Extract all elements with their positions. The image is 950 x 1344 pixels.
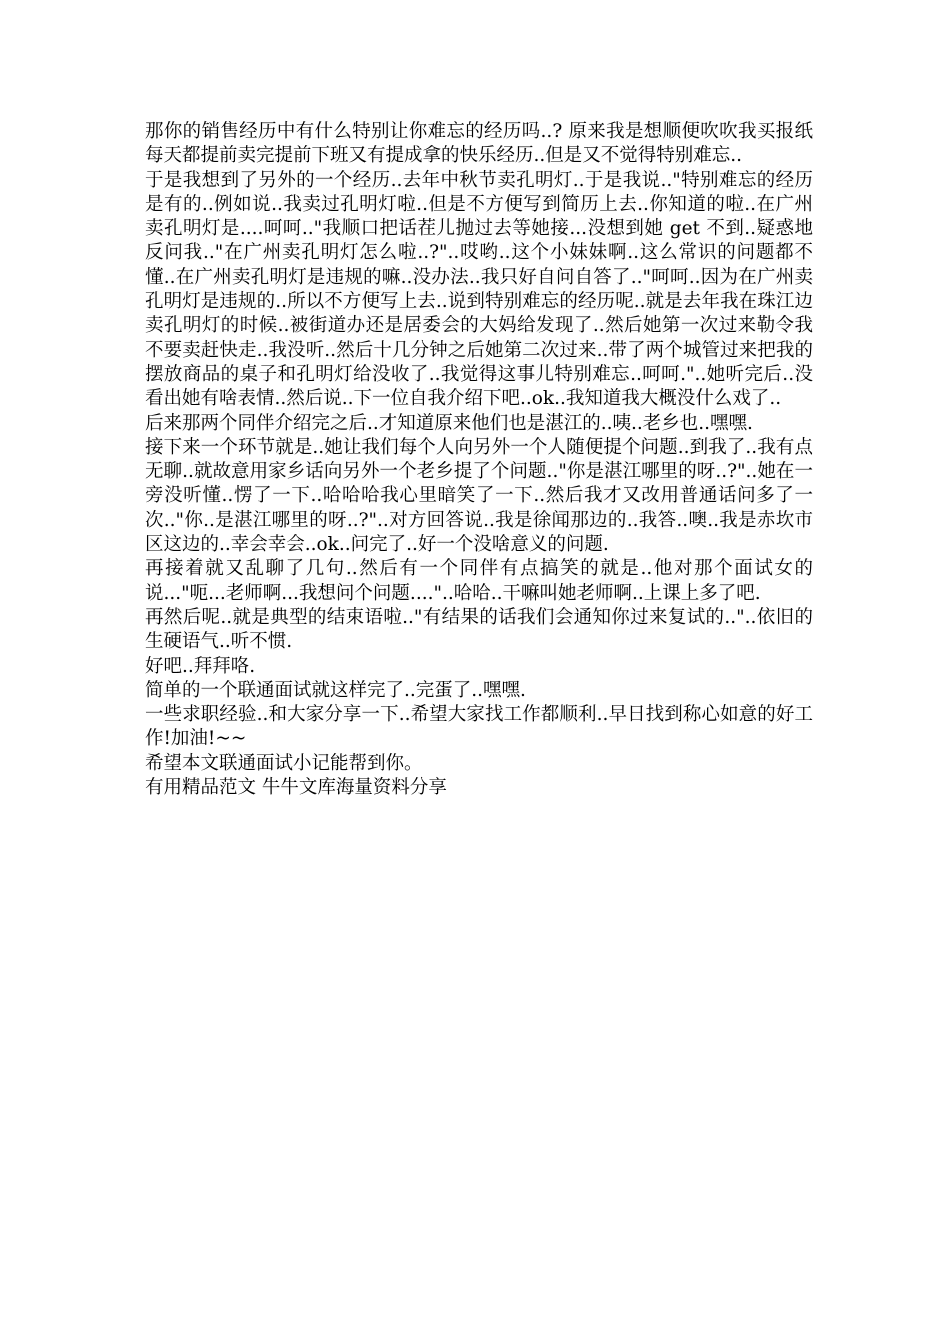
paragraph-hope-helpful: 希望本文联通面试小记能帮到你。 (145, 752, 423, 774)
paragraph-fellow-townsmen: 后来那两个同伴介绍完之后..才知道原来他们也是湛江的..咦..老乡也..嘿嘿. (145, 412, 753, 434)
paragraph-lantern-story: 于是我想到了另外的一个经历..去年中秋节卖孔明灯..于是我说.."特别难忘的经历是有的..例如说..我卖过孔明灯啦..但是不方便写到简历上去..你知道的啦..在广州卖孔明灯是....呵呵.."我顺口把话茬儿抛过去等她接...没想到她 get 不到..疑惑地反问我.."在广州卖孔明灯怎么啦..?"..哎哟..这个小妹妹啊..这么常识的问题都不懂..在广州卖孔明灯是违规的嘛..没办法..我只好自问自答了.."呵呵..因为在广州卖孔明灯是违规的..所以不方便写上去..说到特别难忘的经历呢..就是去年我在珠江边卖孔明灯的时候..被街道办还是居委会的大妈给发现了..然后她第一次过来勒令我不要卖赶快走..我没听..然后十几分钟之后她第二次过来..带了两个城管过来把我的摆放商品的桌子和孔明灯给没收了..我觉得这事儿特别难忘..呵呵."..她听完后..没看出她有啥表情..然后说..下一位自我介绍下吧..ok..我知道我大概没什么戏了.. (145, 169, 813, 410)
paragraph-closing-remarks: 再然后呢..就是典型的结束语啦.."有结果的话我们会通知你过来复试的.."..依旧的生硬语气..听不惯. (145, 606, 813, 653)
paragraph-goodbye: 好吧..拜拜咯. (145, 655, 256, 677)
paragraph-teacher-joke: 再接着就又乱聊了几句..然后有一个同伴有点搞笑的就是..他对那个面试女的说..."呃...老师啊...我想问个问题...."..哈哈..干嘛叫她老师啊..上课上多了吧. (145, 558, 813, 604)
paragraph-footer-note: 有用精品范文 牛牛文库海量资料分享 (145, 777, 447, 799)
paragraph-sales-question: 那你的销售经历中有什么特别让你难忘的经历吗..? 原来我是想顺便吹吹我买报纸每天都提前卖完提前下班又有提成拿的快乐经历..但是又不觉得特别难忘.. (145, 121, 813, 167)
paragraph-interview-over: 简单的一个联通面试就这样完了..完蛋了..嘿嘿. (145, 679, 526, 701)
paragraph-job-tips: 一些求职经验..和大家分享一下..希望大家找工作都顺利..早日找到称心如意的好工作!加油!~~ (145, 704, 813, 750)
paragraph-question-round: 接下来一个环节就是..她让我们每个人向另外一个人随便提个问题..到我了..我有点无聊..就故意用家乡话向另外一个老乡提了个问题.."你是湛江哪里的呀..?"..她在一旁没听懂..愣了一下..哈哈哈我心里暗笑了一下..然后我才又改用普通话问多了一次.."你..是湛江哪里的呀..?"..对方回答说..我是徐闻那边的..我答..噢..我是赤坎市区这边的..幸会幸会..ok..问完了..好一个没啥意义的问题. (145, 436, 813, 556)
document-body (145, 120, 813, 800)
